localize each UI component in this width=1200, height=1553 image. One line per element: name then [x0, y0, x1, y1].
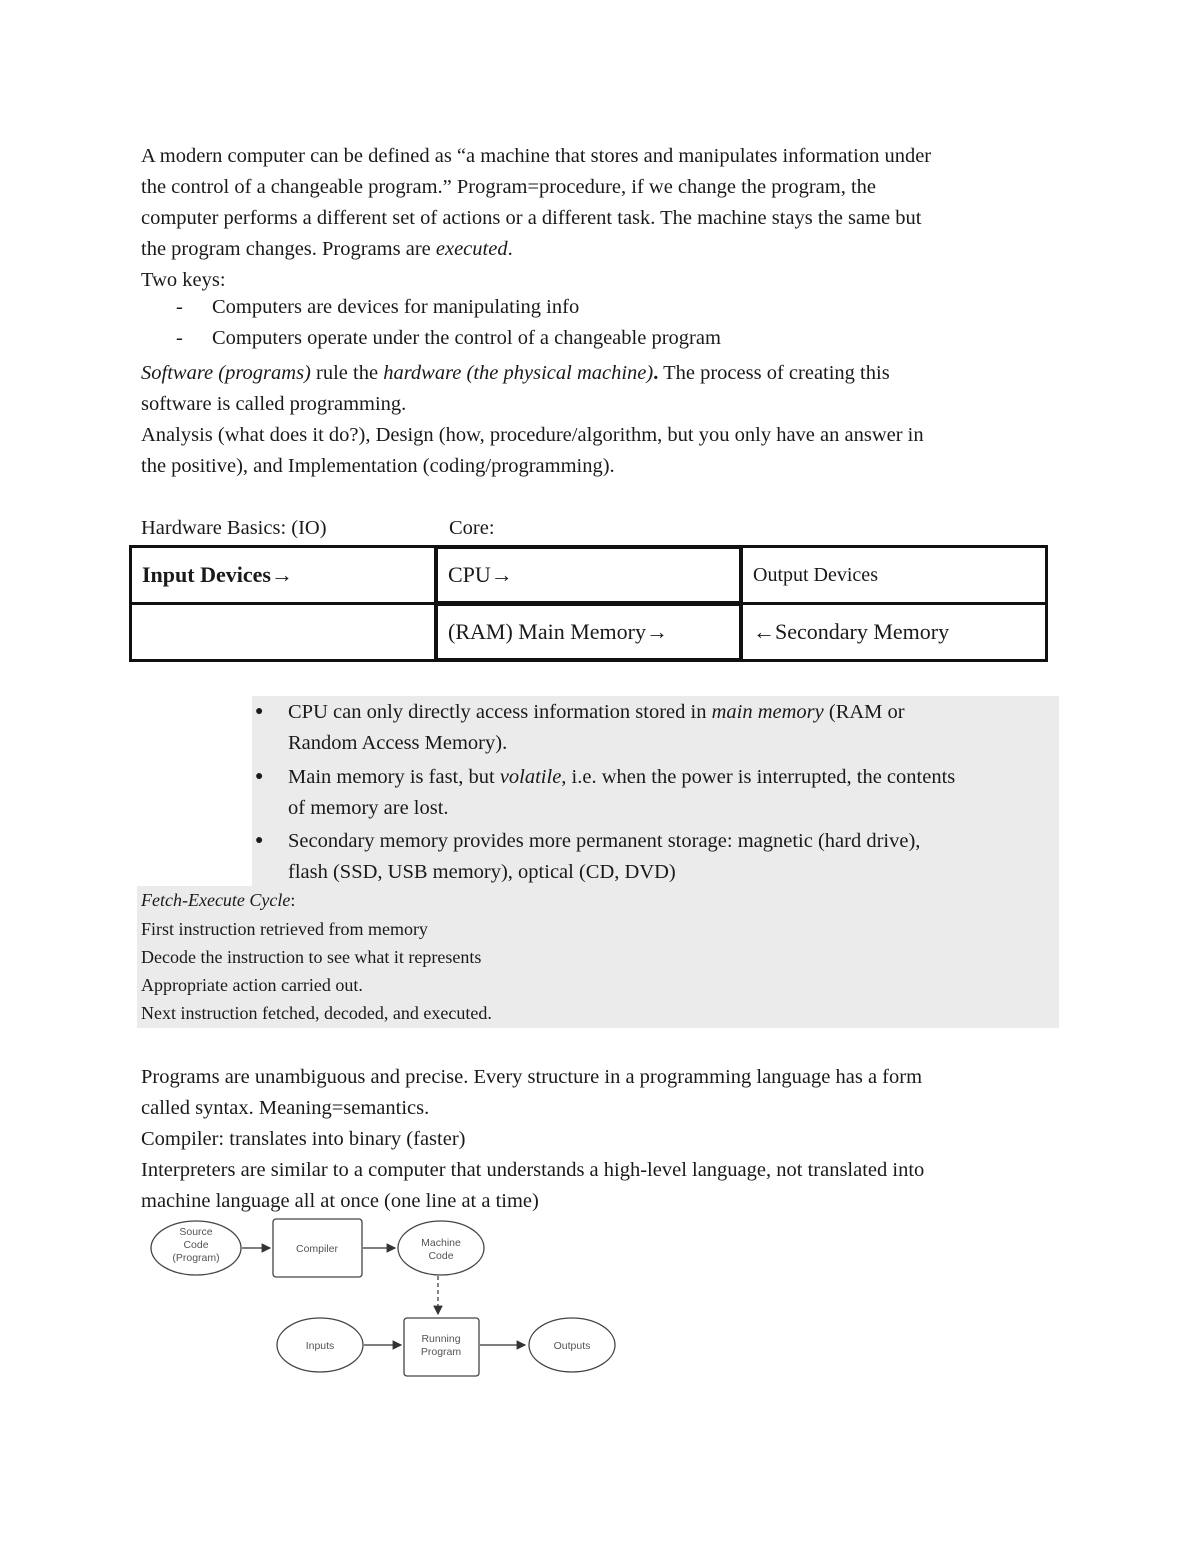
- cycle-colon: :: [290, 890, 296, 910]
- compiler-label: Compiler: [295, 1243, 339, 1255]
- input-devices-text: Input Devices→: [142, 562, 293, 587]
- intro-period: .: [507, 238, 513, 260]
- intro-line-4: [141, 234, 513, 265]
- machine-label-1: Machine: [421, 1237, 461, 1249]
- bullet-icon-2: ●: [255, 769, 264, 784]
- core-label: Core:: [449, 517, 495, 539]
- cycle-title: [141, 890, 295, 911]
- executed-term: executed: [435, 238, 508, 260]
- software-line-2: software is called programming.: [141, 393, 407, 415]
- cpu-text: CPU→: [448, 562, 513, 587]
- programs-line-1: Programs are unambiguous and precise. Every structure in a programming language has a form: [141, 1066, 923, 1088]
- bullet-icon-3: ●: [255, 833, 264, 848]
- bullet-2-text: Main memory is fast, but: [288, 766, 500, 788]
- bullet-2-rest: , i.e. when the power is interrupted, the contents: [561, 766, 956, 788]
- intro-line-4-text: the program changes. Programs are: [141, 238, 436, 260]
- output-devices-cell: [741, 545, 1048, 604]
- programs-line-2: called syntax. Meaning=semantics.: [141, 1097, 430, 1119]
- hardware-term: hardware (the physical machine): [383, 362, 654, 384]
- software-period: .: [653, 362, 659, 384]
- outputs-label: Outputs: [553, 1340, 591, 1352]
- bullet-1-ram: (RAM or: [823, 701, 905, 723]
- output-devices-text: Output Devices: [753, 563, 878, 586]
- key-item-1: Computers are devices for manipulating info: [212, 296, 580, 318]
- cycle-step-1: First instruction retrieved from memory: [141, 919, 428, 939]
- dash-marker-2: -: [176, 327, 183, 349]
- intro-line-2: the control of a changeable program.” Program=procedure, if we change the program, the: [141, 176, 877, 198]
- machine-label-2: Code: [428, 1250, 454, 1262]
- empty-cell: [129, 603, 436, 662]
- bullet-1-line-2: Random Access Memory).: [288, 732, 508, 754]
- ram-text: (RAM) Main Memory→: [448, 619, 668, 644]
- analysis-line-1: Analysis (what does it do?), Design (how, procedure/algorithm, but you only have an answer in: [141, 424, 924, 446]
- bullet-1-line-1: [288, 697, 905, 728]
- software-term: Software (programs): [141, 362, 311, 384]
- running-label-1: Running: [421, 1333, 461, 1345]
- compilation-diagram: [140, 1214, 630, 1384]
- software-rule: rule the: [310, 362, 384, 384]
- inputs-label: Inputs: [305, 1340, 335, 1352]
- secondary-memory-text: ←Secondary Memory: [753, 619, 950, 644]
- ram-cell: [434, 602, 743, 662]
- intro-line-3: computer performs a different set of actions or a different task. The machine stays the same but: [141, 207, 922, 229]
- software-line-1: [141, 358, 890, 389]
- main-memory-term: main memory: [711, 701, 824, 723]
- dash-marker-1: -: [176, 296, 183, 318]
- bullet-1-text: CPU can only directly access information stored in: [288, 701, 712, 723]
- compiler-line: Compiler: translates into binary (faster): [141, 1128, 466, 1150]
- bullet-2-line-2: of memory are lost.: [288, 797, 449, 819]
- volatile-term: volatile: [499, 766, 562, 788]
- source-label-1: Source: [179, 1226, 213, 1238]
- source-label-3: (Program): [172, 1252, 220, 1264]
- analysis-line-2: the positive), and Implementation (coding/programming).: [141, 455, 615, 477]
- keys-heading: Two keys:: [141, 269, 226, 291]
- bullet-icon-1: ●: [255, 704, 264, 719]
- cycle-step-4: Next instruction fetched, decoded, and executed.: [141, 1003, 492, 1023]
- cycle-step-2: Decode the instruction to see what it represents: [141, 947, 482, 967]
- secondary-memory-cell: [741, 603, 1048, 662]
- bullet-3-line-1: Secondary memory provides more permanent storage: magnetic (hard drive),: [288, 830, 921, 852]
- key-item-2: Computers operate under the control of a changeable program: [212, 327, 721, 349]
- hardware-basics-label: Hardware Basics: (IO): [141, 517, 327, 539]
- input-devices-cell: [129, 545, 436, 604]
- cpu-cell: [434, 545, 743, 605]
- hardware-table: [129, 545, 1048, 662]
- running-label-2: Program: [420, 1346, 462, 1358]
- bullet-2-line-1: [288, 762, 955, 793]
- bullet-3-line-2: flash (SSD, USB memory), optical (CD, DVD): [288, 861, 676, 883]
- cycle-step-3: Appropriate action carried out.: [141, 975, 363, 995]
- interpreters-line-2: machine language all at once (one line at a time): [141, 1190, 539, 1212]
- source-label-2: Code: [183, 1239, 209, 1251]
- intro-line-1: A modern computer can be defined as “a machine that stores and manipulates information under: [141, 145, 932, 167]
- cycle-title-text: Fetch-Execute Cycle: [141, 890, 291, 910]
- interpreters-line-1: Interpreters are similar to a computer that understands a high-level language, not translated into: [141, 1159, 925, 1181]
- software-rest: The process of creating this: [658, 362, 890, 384]
